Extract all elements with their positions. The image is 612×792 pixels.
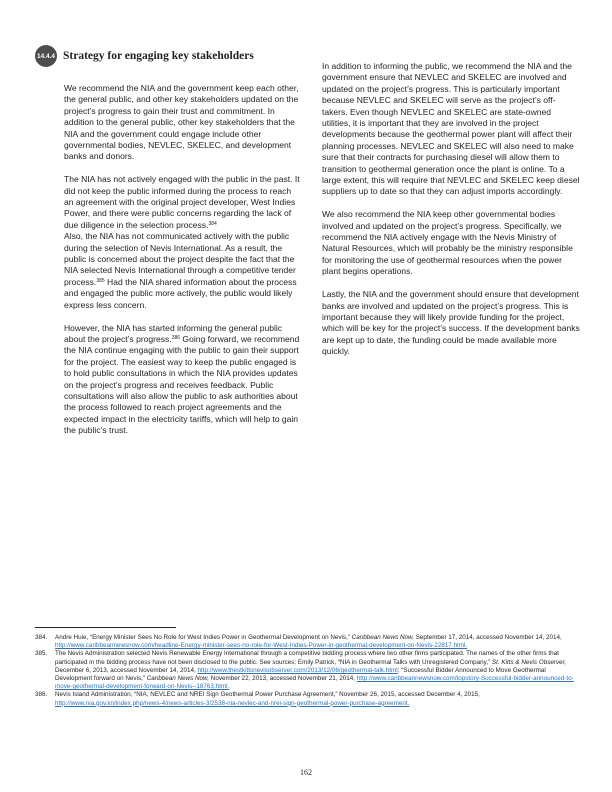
- footnote-384: [35, 634, 580, 650]
- paragraph-text: Going forward, we recommend the NIA continue engaging with the public to gain their support for the project. The easiest way to keep the public engaged is to hold public consultations in which the NIA provides updates on the project’s progress and receives feedback. Public consultations will also allow the public to ask authorities about the process followed to reach project agreements and the expected impact in the electricity tariffs, which will help to gain the public’s trust.: [64, 333, 300, 436]
- footnote-number: 384.: [35, 634, 48, 641]
- footnote-segment: The Nevis Administration selected Nevis Renewable Energy International through a competitive bidding process where two other firms participated. The names of the other firms that participated in the bidding process have not been disclosed to the public. See sources: Emily Patrick, “NIA in Geothermal Talks with Unregistered Company,”: [55, 650, 559, 666]
- paragraph: Lastly, the NIA and the government should ensure that development banks are involved and updated on the project’s progress. This is important because they will likely provide funding for the project, which will be key for the project’s success. If the development banks are kept up to date, the funding could be made available more quickly.: [322, 289, 580, 357]
- section-title: Strategy for engaging key stakeholders: [63, 50, 254, 62]
- paragraph-text: However, the NIA has started informing the general public about the project’s progress.: [64, 322, 283, 344]
- page-number: 162: [300, 768, 312, 777]
- footnote-number: 385.: [35, 650, 48, 658]
- paragraph: [64, 323, 302, 437]
- footnote-segment: ; “Successful Bidder Announced to Move Geothermal Development forward on Nevis,”: [55, 666, 546, 683]
- paragraph: In addition to informing the public, we recommend the NIA and the government ensure that NEVLEC and SKELEC are involved and updated on the project’s progress. This is particularly important because NEVLEC and SKELEC will serve as the project’s off-takers. Even though NEVLEC and SKELEC are state-owned utilities, it is important that they are involved in the project developments because the geothermal power plant will affect their planning processes. NEVLEC and SKELEC will also need to make sure that their contracts for purchasing diesel will allow them to transition to geothermal generation once the plant is online. To a large extent, this will require that NEVLEC and SKELEC keep diesel suppliers up to date so that they can adjust imports accordingly.: [322, 61, 580, 197]
- footnote-385: [35, 650, 580, 691]
- footnote-number: 386.: [35, 691, 48, 699]
- footnote-segment: November 22, 2013, accessed November 21, 2014,: [209, 675, 357, 683]
- left-column: [64, 83, 302, 448]
- footnotes: [35, 634, 580, 708]
- paragraph: We also recommend the NIA keep other governmental bodies involved and updated on the project’s progress. Specifically, we recommend the NIA actively engage with the Nevis Ministry of Natural Resources, which will probably be the ministry responsible for monitoring the use of geothermal resources when the power plant begins operations.: [322, 209, 573, 277]
- footnote-386: [35, 691, 580, 707]
- footnote-segment: December 6, 2013, accessed November 14, 2014,: [55, 666, 198, 674]
- section-heading: [35, 45, 254, 67]
- footnote-link[interactable]: http://www.caribbeannewsnow.com/headline-Energy-minister-sees-no-role-for-West-Indies-Power-in-geothermal-development-on-Nevis-22817.html.: [55, 642, 468, 650]
- paragraph-text: Had the NIA shared information about the process and engaged the public more actively, the public would likely express less concern.: [64, 276, 297, 310]
- paragraph-text: The NIA has not actively engaged with the public in the past. It did not keep the public informed during the process to reach an agreement with the original project developer, West Indies Power, and there were public concerns regarding the lack of due diligence in the selection process.: [64, 174, 300, 230]
- footnote-segment: Andre Huie, “Energy Minister Sees No Role for West Indies Power in Geothermal Development on Nevis,”: [55, 634, 352, 641]
- footnote-link[interactable]: http://www.caribbeannewsnow.com/topstory-Successful-bidder-announced-to-move-geothermal-development-forward-on-Nevis--18763.html.: [55, 675, 574, 691]
- paragraph: [64, 174, 302, 231]
- footnote-source: Caribbean News Now,: [146, 675, 210, 683]
- footnote-text: [55, 650, 580, 691]
- footnote-segment: September 17, 2014, accessed November 14, 2014,: [413, 634, 562, 641]
- right-column: [322, 61, 580, 369]
- footnote-source: St. Kitts & Nevis Observer,: [491, 658, 567, 666]
- footnote-ref[interactable]: 385: [96, 277, 105, 284]
- section-number-badge: 14.4.4: [35, 45, 57, 67]
- footnote-link[interactable]: http://www.nia.gov.kn/index.php/news-4/news-articles-3/2538-nia-nevlec-and-nrei-sign-geothermal-power-purchase-agreement.: [55, 699, 410, 707]
- footnote-text: [55, 634, 580, 650]
- footnote-segment: Nevis Island Administration, “NIA, NEVLEC and NREI Sign Geothermal Power Purchase Agreement,” November 26, 2015, accessed December 4, 2015,: [55, 691, 480, 699]
- footnote-text: [55, 691, 580, 707]
- paragraph: We recommend the NIA and the government keep each other, the general public, and other key stakeholders updated on the project’s progress to gain their trust and commitment. In addition to the general public, other key stakeholders that the NIA and the government could engage include other governmental bodies, NEVLEC, SKELEC, and development banks and donors.: [64, 83, 299, 162]
- footnote-divider: [35, 627, 176, 628]
- paragraph: [64, 231, 302, 311]
- paragraph-text: Also, the NIA has not communicated actively with the public during the selection of Nevis International. As a result, the public is concerned about the project despite the fact that the NIA selected Nevis International through a competitive tender process.: [64, 231, 296, 287]
- footnote-ref[interactable]: 386: [171, 334, 181, 341]
- footnote-link[interactable]: http://www.thestkittsnevisobserver.com/2013/12/06/geothermal-talk.html: [197, 666, 398, 674]
- footnote-source: Caribbean News Now,: [351, 634, 414, 641]
- footnote-ref[interactable]: 384: [208, 220, 217, 227]
